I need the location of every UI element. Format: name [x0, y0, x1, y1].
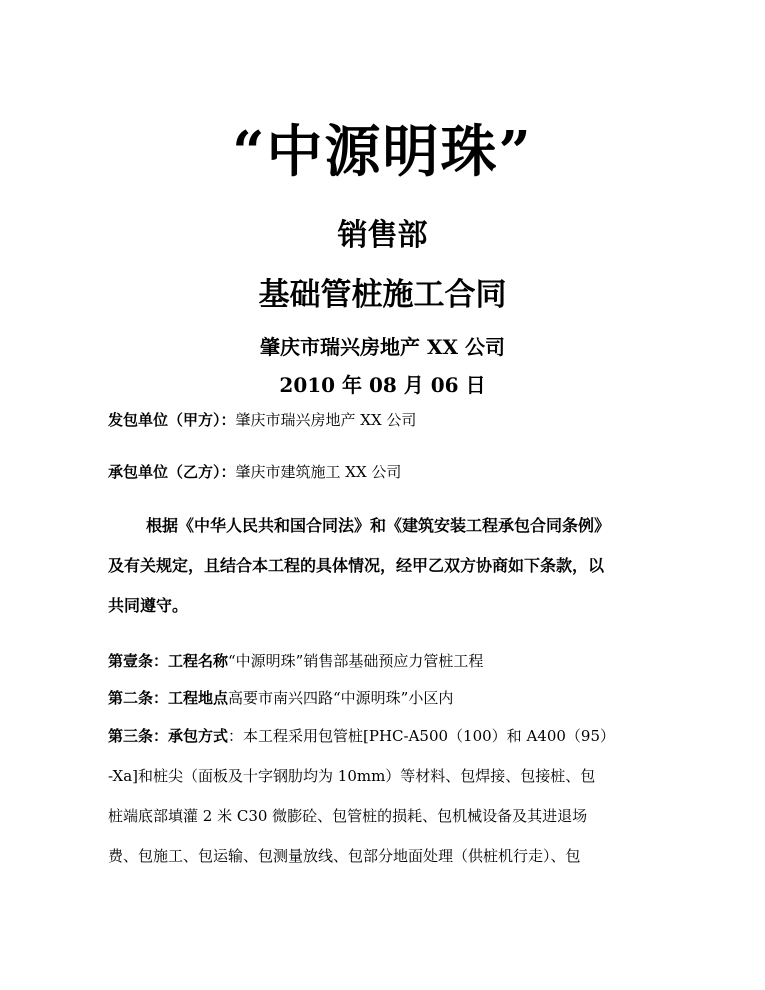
- party-a-line: [108, 408, 668, 432]
- company-name: 肇庆市瑞兴房地产 XX 公司: [260, 335, 505, 359]
- article-3-line-1: ：本工程采用包管桩[PHC-A500（100）和 A400（95）: [228, 727, 615, 745]
- article-2-value: 高要市南兴四路“中源明珠”小区内: [228, 689, 454, 707]
- contract-date: 2010 年 08 月 06 日: [279, 373, 486, 397]
- article-3-line-2: -Xa]和桩尖（面板及十字钢肋均为 10mm）等材料、包焊接、包接桩、包: [108, 767, 596, 785]
- article-1-value: “中源明珠”销售部基础预应力管桩工程: [228, 652, 484, 670]
- article-1: [108, 649, 668, 673]
- basis-paragraph-line-1: 根据《中华人民共和国合同法》和《建筑安装工程承包合同条例》: [146, 516, 611, 535]
- article-1-label: 第壹条：工程名称: [108, 652, 229, 670]
- contract-title: 基础管桩施工合同: [258, 277, 507, 313]
- party-a-value: 肇庆市瑞兴房地产 XX 公司: [235, 411, 417, 429]
- party-b-label: 承包单位（乙方）：: [108, 463, 236, 481]
- party-b-line: [108, 460, 668, 484]
- article-3-label: 第三条：承包方式: [108, 727, 229, 745]
- article-2-label: 第二条：工程地点: [108, 689, 229, 707]
- article-3: [108, 724, 668, 748]
- document-title: “中源明珠”: [232, 119, 533, 185]
- article-3-line-3: 桩端底部填灌 2 米 C30 微膨砼、包管桩的损耗、包机械设备及其进退场: [108, 807, 588, 825]
- party-b-value: 肇庆市建筑施工 XX 公司: [235, 463, 402, 481]
- article-2: [108, 686, 668, 710]
- party-a-label: 发包单位（甲方）：: [108, 411, 236, 429]
- basis-paragraph-line-2: 及有关规定，且结合本工程的具体情况，经甲乙双方协商如下条款，以: [108, 556, 605, 575]
- basis-paragraph-line-3: 共同遵守。: [108, 596, 189, 615]
- department-title: 销售部: [337, 218, 428, 253]
- article-3-line-4: 费、包施工、包运输、包测量放线、包部分地面处理（供桩机行走）、包: [108, 847, 581, 865]
